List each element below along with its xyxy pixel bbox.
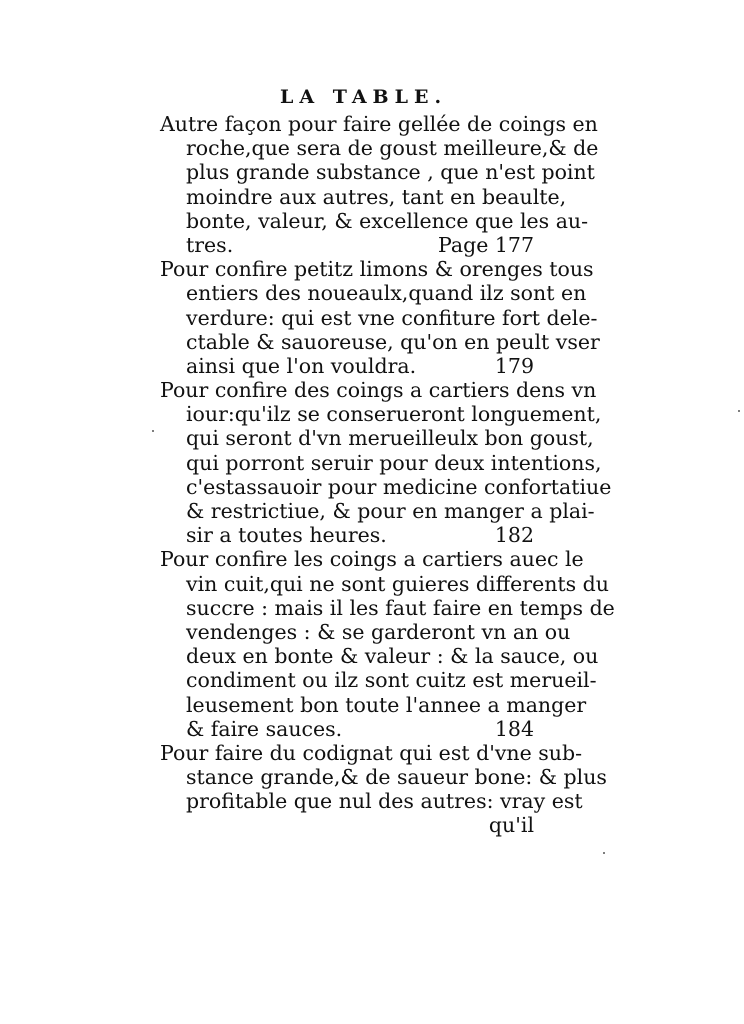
entry-line: verdure: qui est vne confiture fort dele- bbox=[186, 305, 598, 330]
page-number: 182 bbox=[494, 523, 534, 548]
entry-line-text: sir a toutes heures. bbox=[186, 523, 387, 548]
entry-line: entiers des noueaulx,quand ilz sont en bbox=[186, 281, 587, 306]
paper-speck bbox=[603, 852, 605, 854]
entry-line: deux en bonte & valeur : & la sauce, ou bbox=[186, 644, 599, 669]
running-header: LA TABLE. bbox=[280, 86, 448, 108]
toc-entry bbox=[160, 257, 600, 378]
entry-line: bonte, valeur, & excellence que les au- bbox=[186, 208, 589, 233]
toc-entry bbox=[160, 547, 615, 741]
entry-line: iour:qu'ilz se conserueront longuement, bbox=[186, 402, 602, 427]
catchword: qu'il bbox=[488, 813, 534, 838]
entry-line: qui seront d'vn merueilleulx bon goust, bbox=[186, 426, 594, 451]
entry-line: profitable que nul des autres: vray est bbox=[186, 789, 583, 814]
entry-line-text: & faire sauces. bbox=[186, 716, 343, 741]
toc-entry bbox=[160, 740, 607, 838]
paper-speck bbox=[738, 410, 740, 412]
entry-line bbox=[160, 233, 540, 257]
entry-line: vin cuit,qui ne sont guieres differents du bbox=[186, 571, 610, 596]
entry-line: qui porront seruir pour deux intentions, bbox=[186, 450, 602, 475]
entry-line: plus grande substance , que n'est point bbox=[186, 160, 595, 185]
page-number: 179 bbox=[494, 353, 534, 378]
entry-line: c'estassauoir pour medicine confortatiue bbox=[186, 474, 612, 499]
toc-entry bbox=[160, 112, 599, 257]
entry-line: succre : mais il les faut faire en temps de bbox=[186, 595, 615, 620]
table-of-contents-entries bbox=[160, 112, 615, 838]
entry-line: Pour confire des coings a cartiers dens vn bbox=[160, 378, 597, 403]
paper-speck bbox=[152, 430, 154, 432]
entry-line: moindre aux autres, tant en beaulte, bbox=[186, 184, 567, 209]
entry-line: ctable & sauoreuse, qu'on en peult vser bbox=[186, 329, 600, 354]
entry-line: Pour confire petitz limons & orenges tous bbox=[160, 257, 594, 282]
entry-line: stance grande,& de saueur bone: & plus bbox=[186, 765, 607, 790]
entry-line: roche,que sera de goust meilleure,& de bbox=[186, 136, 599, 161]
entry-line: condiment ou ilz sont cuitz est merueil- bbox=[186, 668, 597, 693]
page-number: 184 bbox=[494, 716, 534, 741]
entry-line: Pour faire du codignat qui est d'vne sub- bbox=[160, 740, 583, 765]
page-number: Page 177 bbox=[438, 232, 534, 257]
entry-line-text: ainsi que l'on vouldra. bbox=[186, 353, 417, 378]
entry-line: Autre façon pour faire gellée de coings en bbox=[160, 112, 598, 136]
catchword-line bbox=[160, 813, 540, 837]
entry-line: leusement bon toute l'annee a manger bbox=[186, 692, 587, 717]
entry-line: & restrictiue, & pour en manger a plai- bbox=[186, 499, 595, 523]
entry-line: vendenges : & se garderont vn an ou bbox=[186, 619, 571, 644]
entry-line: Pour confire les coings a cartiers auec le bbox=[160, 547, 584, 572]
entry-line bbox=[160, 354, 540, 378]
entry-line-text: tres. bbox=[186, 232, 234, 257]
entry-line bbox=[160, 717, 540, 741]
entry-line bbox=[160, 523, 540, 547]
toc-entry bbox=[160, 378, 612, 548]
